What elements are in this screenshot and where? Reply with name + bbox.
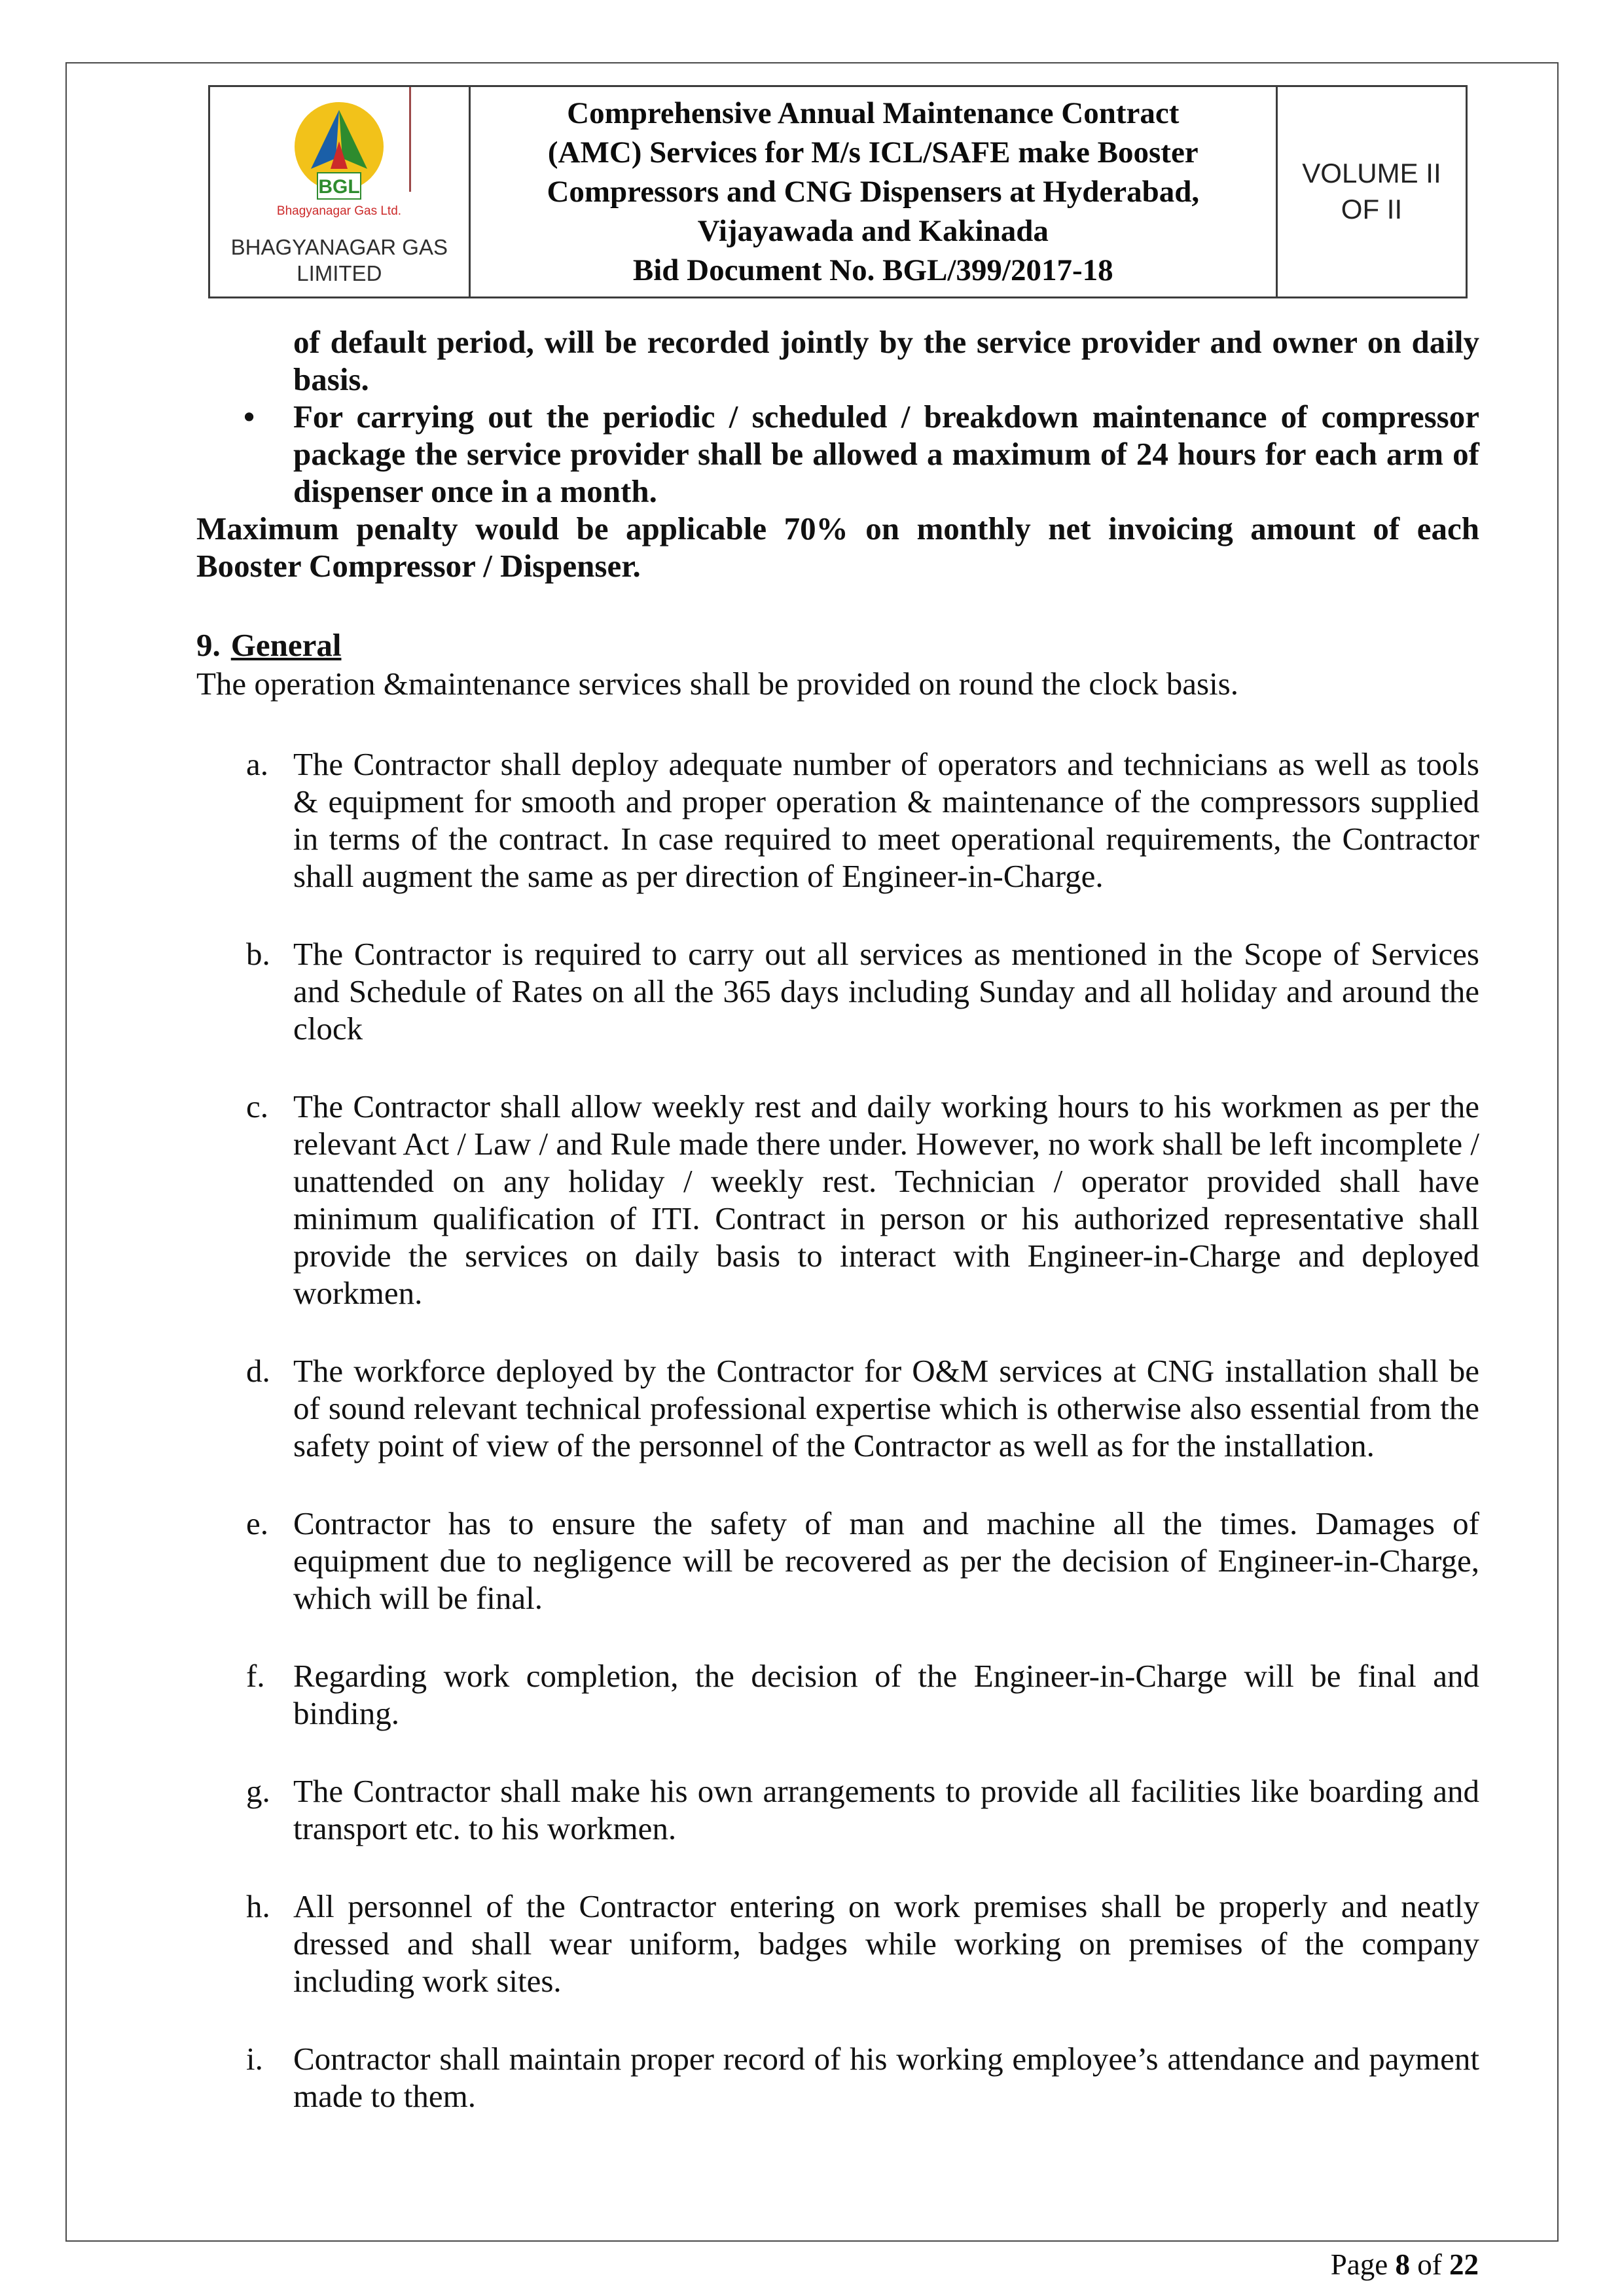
general-list (196, 745, 1479, 2115)
bid-document-number: Bid Document No. BGL/399/2017-18 (632, 253, 1113, 287)
list-item-label: i. (246, 2041, 263, 2077)
list-item-label: f. (246, 1658, 265, 1694)
list-item-d (196, 1352, 1479, 1464)
list-item-i (196, 2040, 1479, 2115)
title-line-2: (AMC) Services for M/s ICL/SAFE make Booster (547, 135, 1199, 170)
volume-cell (1276, 86, 1466, 298)
footer-page-number: 8 (1395, 2248, 1410, 2281)
general-intro-paragraph: The operation &maintenance services shall be provided on round the clock basis. (196, 666, 1238, 702)
list-item-label: b. (246, 936, 270, 972)
list-item-b (196, 935, 1479, 1047)
volume-line-1: VOLUME II (1302, 158, 1441, 189)
list-item-text: Regarding work completion, the decision of the Engineer-in-Charge will be final and binding. (293, 1658, 1479, 1731)
section-number: 9. (196, 627, 221, 663)
list-item-c (196, 1088, 1479, 1312)
document-title (488, 94, 1259, 251)
list-item-f (196, 1657, 1479, 1732)
page-footer (1331, 2248, 1479, 2282)
list-item-a (196, 745, 1479, 895)
title-cell (469, 86, 1276, 298)
company-name-line1: BHAGYANAGAR GAS (230, 234, 448, 259)
header-table (208, 85, 1468, 298)
list-item-text: The workforce deployed by the Contractor for O&M services at CNG installation shall be of sound relevant technical professional expertise which is otherwise also essential from the safety point of view of the personnel of the Contractor as well as for the installation. (293, 1353, 1479, 1463)
volume-label (1282, 156, 1462, 227)
list-item-label: c. (246, 1088, 268, 1124)
footer-prefix: Page (1330, 2248, 1396, 2281)
bullet-item (196, 398, 1479, 510)
section-heading (196, 626, 1479, 664)
logo-cell (209, 86, 470, 298)
list-item-text: All personnel of the Contractor entering on work premises shall be properly and neatly dressed and shall wear uniform, badges while working on premises of the company including work sites. (293, 1888, 1479, 1999)
penalty-paragraph: Maximum penalty would be applicable 70% on monthly net invoicing amount of each Booster Compressor / Dispenser. (196, 511, 1479, 584)
company-name (213, 234, 466, 287)
continuation-paragraph: of default period, will be recorded jointly by the service provider and owner on daily basis. (293, 324, 1479, 397)
bullet-icon: • (244, 399, 255, 435)
company-name-line2: LIMITED (297, 261, 382, 285)
body-area (196, 323, 1479, 2115)
list-item-text: Contractor has to ensure the safety of man and machine all the times. Damages of equipment due to negligence will be recovered as per the decision of Engineer-in-Charge, which will be final. (293, 1505, 1479, 1616)
list-item-text: The Contractor shall deploy adequate number of operators and technicians as well as tools & equipment for smooth and proper operation & maintenance of the compressors supplied in terms of the contract. In case required to meet operational requirements, the Contractor shall augment the same as per direction of Engineer-in-Charge. (293, 746, 1479, 894)
logo-bgl-text: BGL (318, 175, 360, 198)
list-item-e (196, 1505, 1479, 1617)
title-line-4: Vijayawada and Kakinada (697, 214, 1049, 248)
logo-tagline: Bhagyanagar Gas Ltd. (277, 204, 402, 218)
volume-line-2: OF II (1341, 194, 1403, 224)
page-content (196, 85, 1479, 2155)
bullet-item-text: For carrying out the periodic / scheduled / breakdown maintenance of compressor package the service provider shall be allowed a maximum of 24 hours for each arm of dispenser once in a month. (293, 399, 1479, 509)
list-item-text: Contractor shall maintain proper record of his working employee’s attendance and payment made to them. (293, 2041, 1479, 2114)
list-item-text: The Contractor shall allow weekly rest and daily working hours to his workmen as per the relevant Act / Law / and Rule made there under. However, no work shall be left incomplete / unattended on any holiday / weekly rest. Technician / operator provided shall have minimum qualification of ITI. Contract in person or his authorized representative shall provide the services on daily basis to interact with Engineer-in-Charge and deployed workmen. (293, 1088, 1479, 1311)
logo-divider (409, 87, 411, 192)
list-item-label: a. (246, 746, 268, 782)
list-item-label: d. (246, 1353, 270, 1389)
list-item-label: h. (246, 1888, 270, 1924)
title-line-3: Compressors and CNG Dispensers at Hyderabad, (547, 175, 1200, 209)
list-item-text: The Contractor shall make his own arrangements to provide all facilities like boarding and transport etc. to his workmen. (293, 1773, 1479, 1846)
list-item-label: g. (246, 1773, 270, 1809)
list-item-g (196, 1772, 1479, 1847)
list-item-label: e. (246, 1505, 268, 1541)
footer-of: of (1410, 2248, 1449, 2281)
company-logo-icon (270, 96, 408, 232)
list-item-h (196, 1888, 1479, 2000)
footer-total-pages: 22 (1449, 2248, 1479, 2281)
section-title: General (230, 627, 342, 663)
title-line-1: Comprehensive Annual Maintenance Contract (567, 96, 1180, 130)
list-item-text: The Contractor is required to carry out all services as mentioned in the Scope of Services and Schedule of Rates on all the 365 days including Sunday and all holiday and around the clock (293, 936, 1479, 1047)
